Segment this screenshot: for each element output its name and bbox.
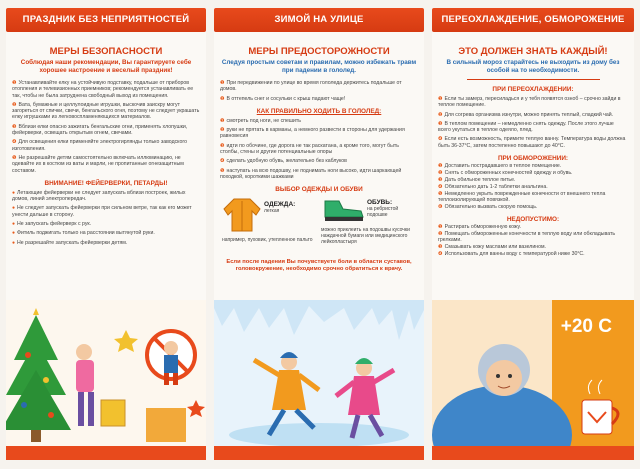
walk-item: ❺ наступать на всю подошву, не поднимать ноги высоко, идти шаркающей походкой, короткими шажками	[220, 167, 402, 180]
clothes-shoes-row	[220, 197, 418, 255]
subtitle-must-know: В сильный мороз старайтесь не выходить из дому без особой на то необходимости.	[446, 59, 620, 74]
footer-bar	[214, 446, 424, 460]
illustration-ice	[214, 300, 424, 460]
shoes-block	[319, 197, 418, 255]
subtitle-safety: Соблюдая наши рекомендации, Вы гарантируете себе хорошее настроение и веселый праздник!	[20, 59, 192, 74]
walk-item: ❶ смотреть под ноги, не спешить	[220, 117, 301, 124]
header-hypothermia: ПЕРЕОХЛАЖДЕНИЕ, ОБМОРОЖЕНИЕ	[432, 8, 634, 32]
paragraph: ❶ При передвижении по улице во время гололеда держитесь подальше от домов.	[220, 80, 402, 93]
walk-item: ❹ сделать удобную обувь, желательно без каблуков	[220, 158, 347, 165]
forbid-item: ❷ Помещать обмороженные конечности в теплую воду или обкладывать грелками.	[438, 230, 616, 243]
frost-item: ❺ Немедленно укрыть поврежденные конечности от внешнего тепла теплоизолирующей повязкой.	[438, 190, 606, 203]
paragraph: ❺ Не разрешайте детям самостоятельно включать иллюминацию, не одевайте их в костюм из ваты и марли, не пропитанные огнезащитным составом.	[12, 154, 184, 174]
jacket-icon	[222, 197, 262, 233]
frost-item: ❷ Снять с обмороженных конечностей одежду и обувь.	[438, 169, 573, 176]
subtitle-precautions: Следуя простым советам и правилам, можно избежать травм при падении в гололед.	[221, 59, 417, 74]
frost-item: ❶ Доставить пострадавшего в теплое помещение.	[438, 162, 562, 169]
illustration-christmas	[6, 300, 206, 460]
hypo-item: ❷ Для согрева организма изнутри, можно принять теплый, сладкий чай.	[438, 111, 614, 118]
walk-item: ❷ руки не прятать в карманы, а немного развести в стороны для удержания равновесия	[220, 127, 405, 140]
christmas-tree-illustration	[6, 300, 206, 460]
forbid-title: НЕДОПУСТИМО:	[506, 216, 560, 224]
column-hypothermia	[432, 8, 634, 460]
hypo-item: ❹ Если есть возможность, примите теплую ванну. Температура воды должна быть 36-37°С, затем постепенно повышают до 40°С.	[438, 136, 626, 149]
warning-item: ● Не разрешайте запускать фейерверки детям.	[12, 239, 128, 246]
header-winter: ЗИМОЙ НА УЛИЦЕ	[214, 8, 424, 32]
warning-item: ● Фитиль поджигать только на расстоянии вытянутой руки.	[12, 230, 155, 237]
warning-item: ● Не запускать фейерверк с рук.	[12, 221, 92, 228]
fall-note: Если после падения Вы почувствуете боли в области суставов, головокружение, необходимо срочно обратиться к врачу.	[226, 259, 412, 273]
slipping-people-illustration	[214, 300, 424, 460]
frost-title: ПРИ ОБМОРОЖЕНИИ:	[497, 155, 569, 163]
frost-item: ❻ Обязательно вызвать скорую помощь.	[438, 203, 538, 210]
title-precautions: МЕРЫ ПРЕДОСТОРОЖНОСТИ	[248, 46, 390, 57]
shoes-label: ОБУВЬ:	[367, 199, 393, 207]
paragraph: ❷ В оттепель снег и сосульки с крыш падают чаще!	[220, 95, 346, 102]
clothes-block	[220, 197, 319, 255]
hypo-item: ❸ В теплом помещении – немедленно снять одежду. После этого лучше всего укутаться в теплое одеяло, плед.	[438, 120, 614, 134]
clothes-label: ОДЕЖДА:	[264, 201, 296, 209]
illustration-warming	[432, 300, 634, 460]
shoes-tip: можно приклеить на подошвы кусочки наждачной бумаги или медицинского лейкопластыря	[321, 227, 410, 246]
walk-title: КАК ПРАВИЛЬНО ХОДИТЬ В ГОЛОЛЕД:	[256, 107, 382, 115]
footer-bar	[432, 446, 634, 460]
column-holiday	[6, 8, 206, 460]
title-safety: МЕРЫ БЕЗОПАСНОСТИ	[49, 46, 163, 57]
footer-bar	[6, 446, 206, 460]
temperature-label: +20 С	[560, 316, 612, 337]
frost-item: ❹ Обязательно дать 1-2 таблетки анальгина.	[438, 183, 548, 190]
paragraph: ❶ Устанавливайте елку на устойчивую подставку, подальше от приборов отопления и телевизионных приемников; рекомендуется устанавливать ее так, чтобы не была затруднена свободный выход из помещения.	[12, 80, 194, 99]
warning-title: ВНИМАНИЕ! ФЕЙЕРВЕРКИ, ПЕТАРДЫ!	[44, 179, 168, 187]
paragraph: ❷ Вата, бумажные и целлулоидные игрушки, выскочив заискру могут загореться от спички, свечи, бенгальского огня, поэтому не следует украшать елку игрушками из легковоспламеняющихся материалов.	[12, 101, 200, 121]
forbid-item: ❹ Использовать для ванны воду с температурой ниже 30°С.	[438, 250, 585, 257]
warning-item: ● Летающие фейерверки не следует запускать вблизи построек, жилых домов, линий электропередач.	[12, 189, 186, 203]
frost-item: ❸ Дать обильное теплое питье.	[438, 176, 516, 183]
clothes-desc: легкая	[264, 208, 280, 215]
paragraph: ❸ Вблизи елки опасно зажигать бенгальские огни, применять хлопушки, фейерверки, освещать открытым огнем, свечами.	[12, 123, 188, 137]
hypo-title: ПРИ ПЕРЕОХЛАЖДЕНИИ:	[492, 86, 574, 93]
forbid-item: ❶ Растирать обмороженную кожу.	[438, 223, 521, 230]
clothes-title: ВЫБОР ОДЕЖДЫ И ОБУВИ	[275, 186, 363, 194]
hypo-item: ❶ Если ты замерз, пересиладься и у тебя появятся озноб – срочно зайди в теплое помещение.	[438, 96, 621, 109]
paragraph: ❹ Для освещения елки применяйте электрогирлянды только заводского изготовления.	[12, 139, 188, 152]
shoe-icon	[321, 197, 365, 223]
clothes-examples: например, пуховик, утепленное пальто	[222, 237, 313, 244]
divider	[467, 79, 600, 80]
walk-item: ❸ идти по обочине, где дорога не так раскатана, а кроме того, могут быть столбы, стены и другие потенциальные опоры	[220, 142, 399, 156]
header-holiday: ПРАЗДНИК БЕЗ НЕПРИЯТНОСТЕЙ	[6, 8, 206, 32]
warning-item: ● Не следует запускать фейерверки при сильном ветре, так как его может унести дальше в сторону.	[12, 205, 192, 218]
title-must-know: ЭТО ДОЛЖЕН ЗНАТЬ КАЖДЫЙ!	[458, 46, 608, 57]
shoes-desc: на ребристой подошве	[367, 206, 399, 219]
forbid-item: ❸ Смазывать кожу маслами или вазелином.	[438, 243, 546, 250]
column-winter-street	[214, 8, 424, 460]
